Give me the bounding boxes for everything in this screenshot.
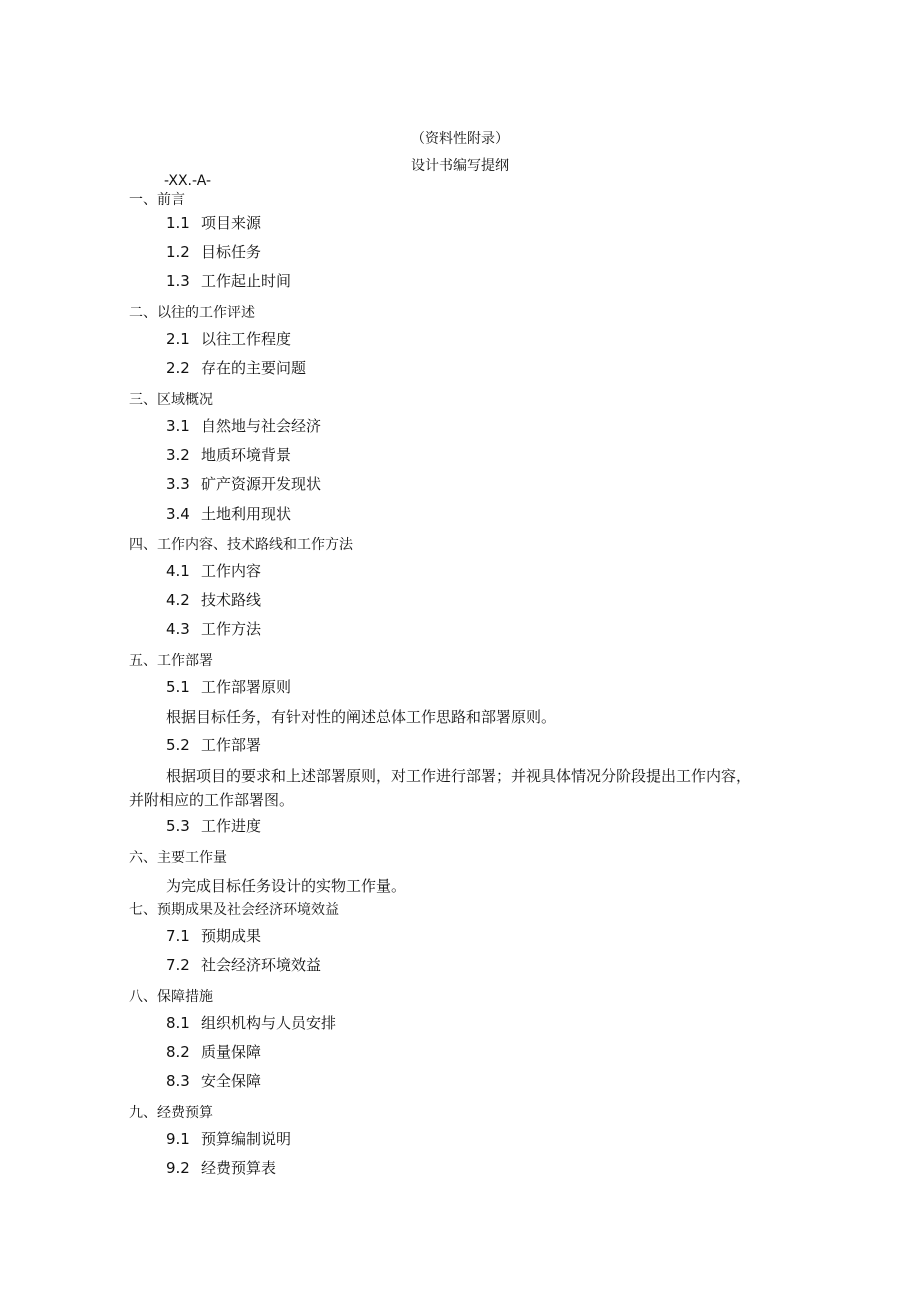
- body-paragraph: 为完成目标任务设计的实物工作量。: [166, 877, 407, 895]
- subsection-item: 2.1 以往工作程度: [166, 330, 292, 348]
- subsection-item: 1.2 目标任务: [166, 243, 262, 261]
- subsection-item: 9.2 经费预算表: [166, 1159, 277, 1177]
- subsection-item: 3.3 矿产资源开发现状: [166, 475, 322, 493]
- subsection-item: 4.1 工作内容: [166, 562, 262, 580]
- document-code: -XX.-A-: [164, 173, 212, 189]
- subsection-item: 9.1 预算编制说明: [166, 1130, 292, 1148]
- subsection-item: 5.1 工作部署原则: [166, 678, 292, 696]
- section-heading: 五、工作部署: [129, 653, 213, 669]
- subsection-item: 3.4 土地利用现状: [166, 505, 292, 523]
- section-heading: 八、保障措施: [129, 989, 213, 1005]
- appendix-type: （资料性附录）: [411, 131, 509, 147]
- subsection-item: 2.2 存在的主要问题: [166, 359, 307, 377]
- subsection-item: 3.2 地质环境背景: [166, 446, 292, 464]
- subsection-item: 3.1 自然地与社会经济: [166, 417, 322, 435]
- subsection-item: 8.2 质量保障: [166, 1043, 262, 1061]
- subsection-item: 7.2 社会经济环境效益: [166, 956, 322, 974]
- subsection-item: 7.1 预期成果: [166, 927, 262, 945]
- subsection-item: 1.3 工作起止时间: [166, 272, 292, 290]
- subsection-item: 5.3 工作进度: [166, 817, 262, 835]
- section-heading: 二、以往的工作评述: [129, 305, 255, 321]
- subsection-item: 1.1 项目来源: [166, 214, 262, 232]
- subsection-item: 8.3 安全保障: [166, 1072, 262, 1090]
- subsection-item: 4.3 工作方法: [166, 620, 262, 638]
- body-paragraph: 根据项目的要求和上述部署原则，对工作进行部署；并视具体情况分阶段提出工作内容，: [166, 767, 752, 785]
- section-heading: 三、区域概况: [129, 392, 213, 408]
- body-paragraph-continuation: 并附相应的工作部署图。: [129, 791, 295, 809]
- section-heading: 九、经费预算: [129, 1105, 213, 1121]
- section-heading: 四、工作内容、技术路线和工作方法: [129, 537, 353, 553]
- subsection-item: 5.2 工作部署: [166, 736, 262, 754]
- document-title: 设计书编写提纲: [411, 158, 509, 174]
- subsection-item: 8.1 组织机构与人员安排: [166, 1014, 337, 1032]
- section-heading: 六、主要工作量: [129, 850, 227, 866]
- body-paragraph: 根据目标任务，有针对性的阐述总体工作思路和部署原则。: [166, 708, 557, 726]
- section-heading: 一、前言: [129, 192, 185, 208]
- section-heading: 七、预期成果及社会经济环境效益: [129, 902, 339, 918]
- subsection-item: 4.2 技术路线: [166, 591, 262, 609]
